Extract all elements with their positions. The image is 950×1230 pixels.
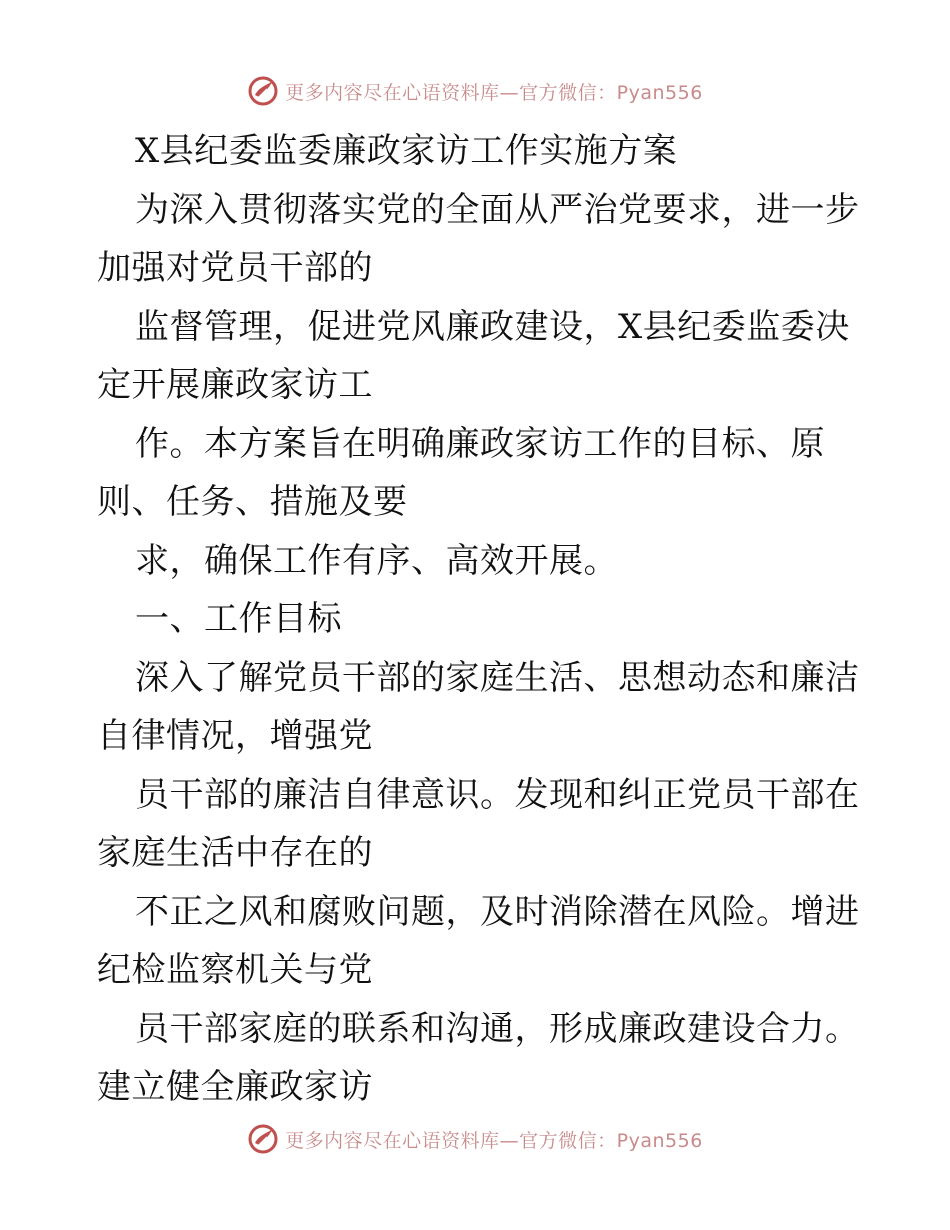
paragraph-line: 求，确保工作有序、高效开展。 (135, 540, 618, 581)
watermark-text: 更多内容尽在心语资料库—官方微信：Pyan556 (285, 1129, 703, 1152)
header-watermark (0, 71, 950, 111)
footer-watermark (0, 1119, 950, 1159)
paragraph-line: 员干部的廉洁自律意识。发现和纠正党员干部在 (135, 774, 860, 815)
paragraph-line: 监督管理，促进党风廉政建设，X县纪委监委决 (135, 306, 850, 347)
paragraph-line: 作。本方案旨在明确廉政家访工作的目标、原 (135, 423, 825, 464)
paragraph-line: 为深入贯彻落实党的全面从严治党要求，进一步 (135, 189, 860, 230)
watermark-text: 更多内容尽在心语资料库—官方微信：Pyan556 (285, 81, 703, 104)
paragraph-line: 自律情况，增强党 (97, 716, 373, 756)
paragraph-line: 深入了解党员干部的家庭生活、思想动态和廉洁 (135, 657, 860, 698)
paragraph-line: 定开展廉政家访工 (97, 365, 373, 405)
paragraph-line: 加强对党员干部的 (97, 248, 373, 288)
paragraph-line: 纪检监察机关与党 (97, 950, 373, 990)
logo-icon (247, 1123, 279, 1155)
paragraph-line: 员干部家庭的联系和沟通，形成廉政建设合力。 (135, 1008, 860, 1049)
document-body (97, 122, 860, 1117)
paragraph-line: 家庭生活中存在的 (97, 833, 373, 873)
logo-icon (247, 75, 279, 107)
paragraph-line: 不正之风和腐败问题，及时消除潜在风险。增进 (135, 891, 860, 932)
document-title: X县纪委监委廉政家访工作实施方案 (135, 131, 678, 171)
paragraph-line: 则、任务、措施及要 (97, 482, 408, 522)
section-heading: 一、工作目标 (135, 599, 342, 639)
paragraph-line: 建立健全廉政家访 (97, 1067, 373, 1107)
